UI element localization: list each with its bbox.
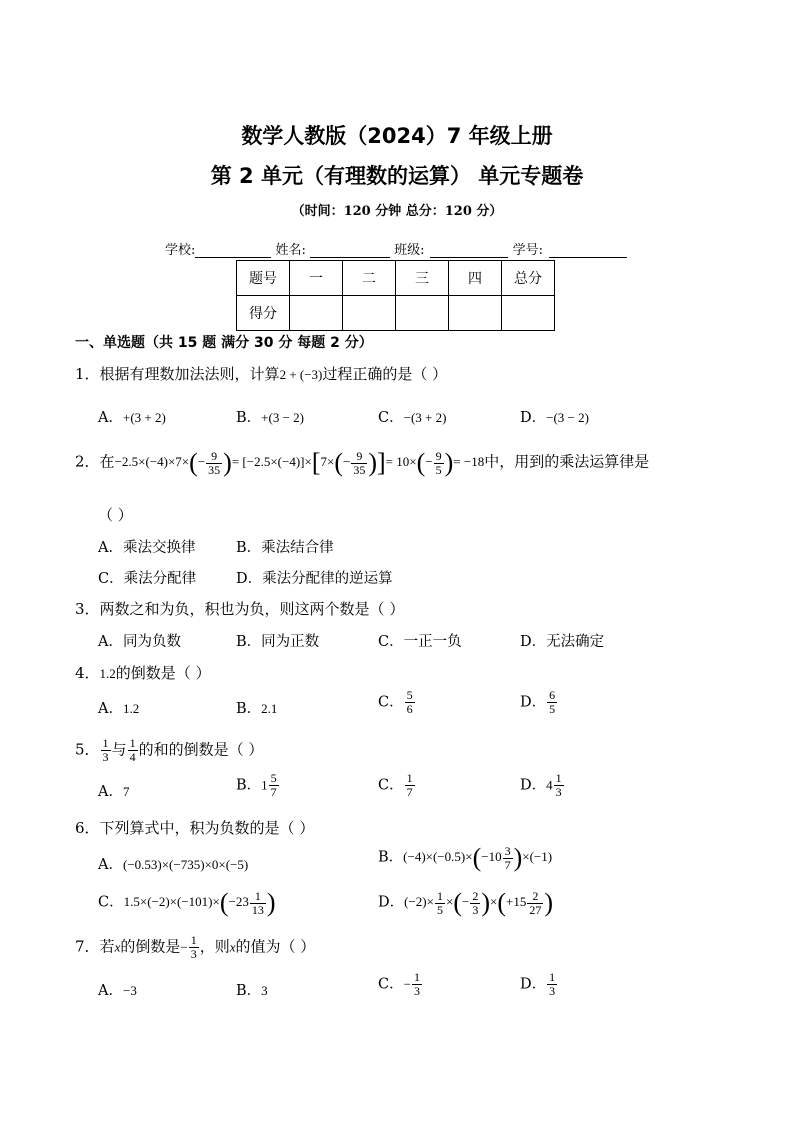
- option-b[interactable]: B．乘法结合律: [236, 540, 334, 556]
- question-text: 过程正确的是（ ）: [322, 365, 448, 383]
- page-subtitle-unit: 第 2 单元（有理数的运算） 单元专题卷: [210, 164, 584, 188]
- option-b[interactable]: B．+(3 − 2): [236, 410, 304, 426]
- question-5: 5． $\frac{1}{3}$ 与 $\frac{1}{4}$ 的和的倒数是（ ）: [75, 736, 264, 764]
- student-info-row: [165, 239, 627, 258]
- question-text: 的倒数是（ ）: [115, 664, 211, 682]
- option-d[interactable]: D． $\frac{6}{5}$: [520, 688, 556, 716]
- option-d[interactable]: D．(−2)× $\frac{1}{5}$ ×(− $\frac{2}{3}$ )×(+15 $\frac{2}{27}$ ): [378, 888, 554, 918]
- option-c[interactable]: C． $\frac{1}{7}$: [378, 771, 413, 799]
- score-table-header-row: [237, 261, 555, 296]
- class-field[interactable]: [430, 243, 508, 258]
- score-header-cell: 二: [343, 261, 396, 296]
- score-input-cell[interactable]: [502, 296, 555, 331]
- question-1: [75, 363, 447, 384]
- question-6: 6．下列算式中，积为负数的是（ ）: [75, 819, 315, 837]
- answer-paren: （ ）: [98, 506, 133, 524]
- fraction: $\frac{1}{3}$: [102, 736, 109, 764]
- score-input-cell[interactable]: [449, 296, 502, 331]
- class-label: 班级:: [394, 243, 425, 258]
- id-label: 学号:: [512, 243, 543, 258]
- option-d[interactable]: D．无法确定: [520, 634, 605, 650]
- option-c[interactable]: C．1.5×(−2)×(−101)×(−23 $\frac{1}{13}$ ): [98, 888, 276, 918]
- question-number: 1．: [75, 365, 100, 383]
- option-b[interactable]: B．1 $\frac{5}{7}$: [236, 771, 277, 799]
- question-expression: −2.5×(−4)×7×(− $\frac{9}{35}$ )= [−2.5×(−4)]×[7×(− $\frac{9}{35}$ )]= 10×(− $\frac{9}{5}$ )= −18: [114, 448, 485, 478]
- question-2: [75, 450, 649, 477]
- question-4: [75, 662, 211, 683]
- score-header-cell: 题号: [237, 261, 290, 296]
- score-header-cell: 总分: [502, 261, 555, 296]
- option-b[interactable]: B．3: [236, 983, 268, 999]
- option-c[interactable]: C．乘法分配律: [98, 571, 197, 587]
- option-d[interactable]: D．−(3 − 2): [520, 410, 589, 426]
- option-a[interactable]: A．1.2: [98, 701, 140, 717]
- school-field[interactable]: [195, 243, 271, 258]
- option-d[interactable]: D．4 $\frac{1}{3}$: [520, 771, 562, 799]
- score-input-cell[interactable]: [396, 296, 449, 331]
- option-c[interactable]: C．− $\frac{1}{3}$: [378, 970, 420, 998]
- fraction: $\frac{1}{4}$: [129, 736, 136, 764]
- option-a[interactable]: A．7: [98, 784, 130, 800]
- option-b[interactable]: B．2.1: [236, 701, 278, 717]
- option-b[interactable]: B．同为正数: [236, 634, 320, 650]
- question-text: 的和的倒数是（ ）: [138, 740, 264, 759]
- option-b[interactable]: B．(−4)×(−0.5)×(−10 $\frac{3}{7}$ )×(−1): [378, 843, 553, 873]
- page-title: 数学人教版（2024）7 年级上册: [241, 124, 553, 148]
- exam-time-info: （时间：120 分钟 总分：120 分）: [291, 204, 503, 219]
- score-header-cell: 三: [396, 261, 449, 296]
- option-d[interactable]: D．乘法分配律的逆运算: [236, 571, 393, 587]
- score-input-cell[interactable]: [343, 296, 396, 331]
- name-field[interactable]: [310, 243, 390, 258]
- section-title: 一、单选题（共 15 题 满分 30 分 每题 2 分）: [75, 335, 373, 351]
- question-text: 在: [99, 452, 115, 471]
- option-c[interactable]: C．一正一负: [378, 634, 462, 650]
- name-label: 姓名:: [275, 243, 306, 258]
- id-field[interactable]: [549, 243, 627, 258]
- score-label-cell: 得分: [237, 296, 290, 331]
- question-number: 7．: [75, 937, 100, 956]
- question-expression: 1.2: [99, 666, 116, 681]
- question-text: 中，用到的乘法运算律是: [484, 452, 650, 471]
- option-a[interactable]: A．同为负数: [98, 634, 181, 650]
- score-table-score-row: [237, 296, 555, 331]
- question-expression: 2 + (−3): [279, 367, 323, 382]
- option-a[interactable]: A．+(3 + 2): [98, 410, 166, 426]
- question-number: 5．: [75, 740, 100, 759]
- question-text: 根据有理数加法法则，计算: [99, 365, 280, 383]
- option-a[interactable]: A．(−0.53)×(−735)×0×(−5): [98, 857, 249, 873]
- score-header-cell: 四: [449, 261, 502, 296]
- question-3: 3．两数之和为负，积也为负，则这两个数是（ ）: [75, 600, 405, 618]
- option-c[interactable]: C．−(3 + 2): [378, 410, 447, 426]
- question-number: 4．: [75, 664, 100, 682]
- option-a[interactable]: A．−3: [98, 983, 137, 999]
- school-label: 学校:: [165, 243, 196, 258]
- score-input-cell[interactable]: [290, 296, 343, 331]
- question-number: 2．: [75, 452, 100, 471]
- option-c[interactable]: C． $\frac{5}{6}$: [378, 688, 413, 716]
- score-table: [236, 260, 555, 331]
- option-d[interactable]: D． $\frac{1}{3}$: [520, 970, 556, 998]
- question-7: 7．若x的倒数是− $\frac{1}{3}$ ，则x的值为（ ）: [75, 933, 316, 961]
- option-a[interactable]: A．乘法交换律: [98, 540, 196, 556]
- score-header-cell: 一: [290, 261, 343, 296]
